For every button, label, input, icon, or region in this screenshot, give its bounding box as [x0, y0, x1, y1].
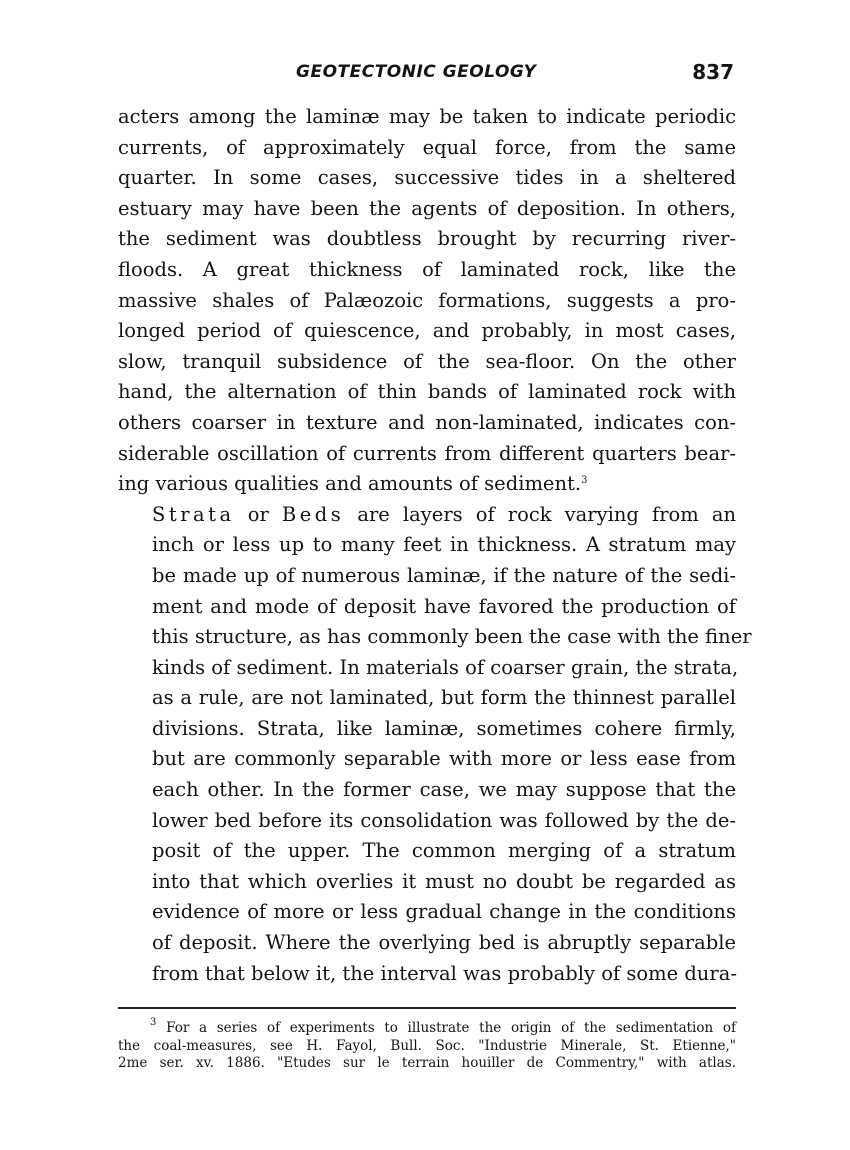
text-line: quarter. In some cases, successive tides in a sheltered	[118, 166, 736, 190]
text-line	[118, 500, 736, 531]
text-line	[118, 469, 736, 500]
text-line: the sediment was doubtless brought by recurring river-	[118, 227, 736, 251]
footnote-line-content: For a series of experiments to illustrate the origin of the sedimentation of	[166, 1020, 736, 1036]
page-number: 837	[692, 60, 734, 84]
main-text	[118, 102, 752, 989]
footnote-line	[118, 1017, 736, 1038]
text-line: acters among the laminæ may be taken to indicate periodic	[118, 105, 736, 128]
text-line: inch or less up to many feet in thickness. A stratum may	[152, 533, 736, 557]
text-line: longed period of quiescence, and probably, in most cases,	[118, 319, 736, 343]
text-line: others coarser in texture and non-laminated, indicates con-	[118, 410, 736, 434]
text-line-content: ing various qualities and amounts of sediment.	[118, 472, 582, 496]
text-line: as a rule, are not laminated, but form the thinnest parallel	[152, 686, 736, 710]
text-line: from that below it, the interval was probably of some dura-	[152, 961, 737, 985]
footnote-divider	[118, 1007, 736, 1009]
text-line: massive shales of Palæozoic formations, suggests a pro-	[118, 288, 736, 312]
text-line: kinds of sediment. In materials of coarser grain, the strata,	[152, 655, 739, 679]
text-line: slow, tranquil subsidence of the sea-floor. On the other	[118, 349, 736, 373]
footnote-marker: 3	[150, 1017, 157, 1028]
text-line: this structure, as has commonly been the case with the finer	[152, 625, 752, 649]
footnote-reference: 3	[581, 475, 588, 487]
text-line: currents, of approximately equal force, from the same	[118, 135, 736, 159]
footnote	[118, 1017, 736, 1073]
text-line: of deposit. Where the overlying bed is abruptly separable	[152, 931, 736, 955]
term-strata: Strata	[152, 502, 235, 526]
text-line-content: are layers of rock varying from an	[357, 502, 737, 526]
text-line: ment and mode of deposit have favored the production of	[152, 594, 736, 618]
text-line: but are commonly separable with more or less ease from	[152, 747, 736, 771]
term-beds: Beds	[281, 502, 345, 526]
footnote-line: the coal-measures, see H. Fayol, Bull. Soc. "Industrie Minerale, St. Etienne,"	[118, 1037, 736, 1054]
text-line: lower bed before its consolidation was followed by the de-	[152, 808, 736, 832]
text-line: evidence of more or less gradual change in the conditions	[152, 900, 736, 924]
text-line: floods. A great thickness of laminated rock, like the	[118, 257, 736, 281]
paragraph-1	[118, 102, 736, 500]
text-line: estuary may have been the agents of deposition. In others,	[118, 196, 736, 220]
footnote-line: 2me ser. xv. 1886. "Etudes sur le terrain houiller de Commentry," with atlas.	[118, 1055, 736, 1071]
text-line: hand, the alternation of thin bands of laminated rock with	[118, 380, 736, 404]
running-title: GEOTECTONIC GEOLOGY	[296, 62, 537, 82]
text-line: siderable oscillation of currents from different quarters bear-	[118, 441, 736, 465]
text-line: be made up of numerous laminæ, if the nature of the sedi-	[152, 563, 736, 587]
text-line: divisions. Strata, like laminæ, sometimes cohere firmly,	[152, 716, 736, 740]
paragraph-2	[118, 500, 752, 990]
text-line: each other. In the former case, we may suppose that the	[152, 778, 736, 802]
text-line: posit of the upper. The common merging of a stratum	[152, 839, 736, 863]
conjunction: or	[247, 502, 269, 526]
running-header	[118, 60, 736, 88]
text-line: into that which overlies it must no doubt be regarded as	[152, 869, 736, 893]
